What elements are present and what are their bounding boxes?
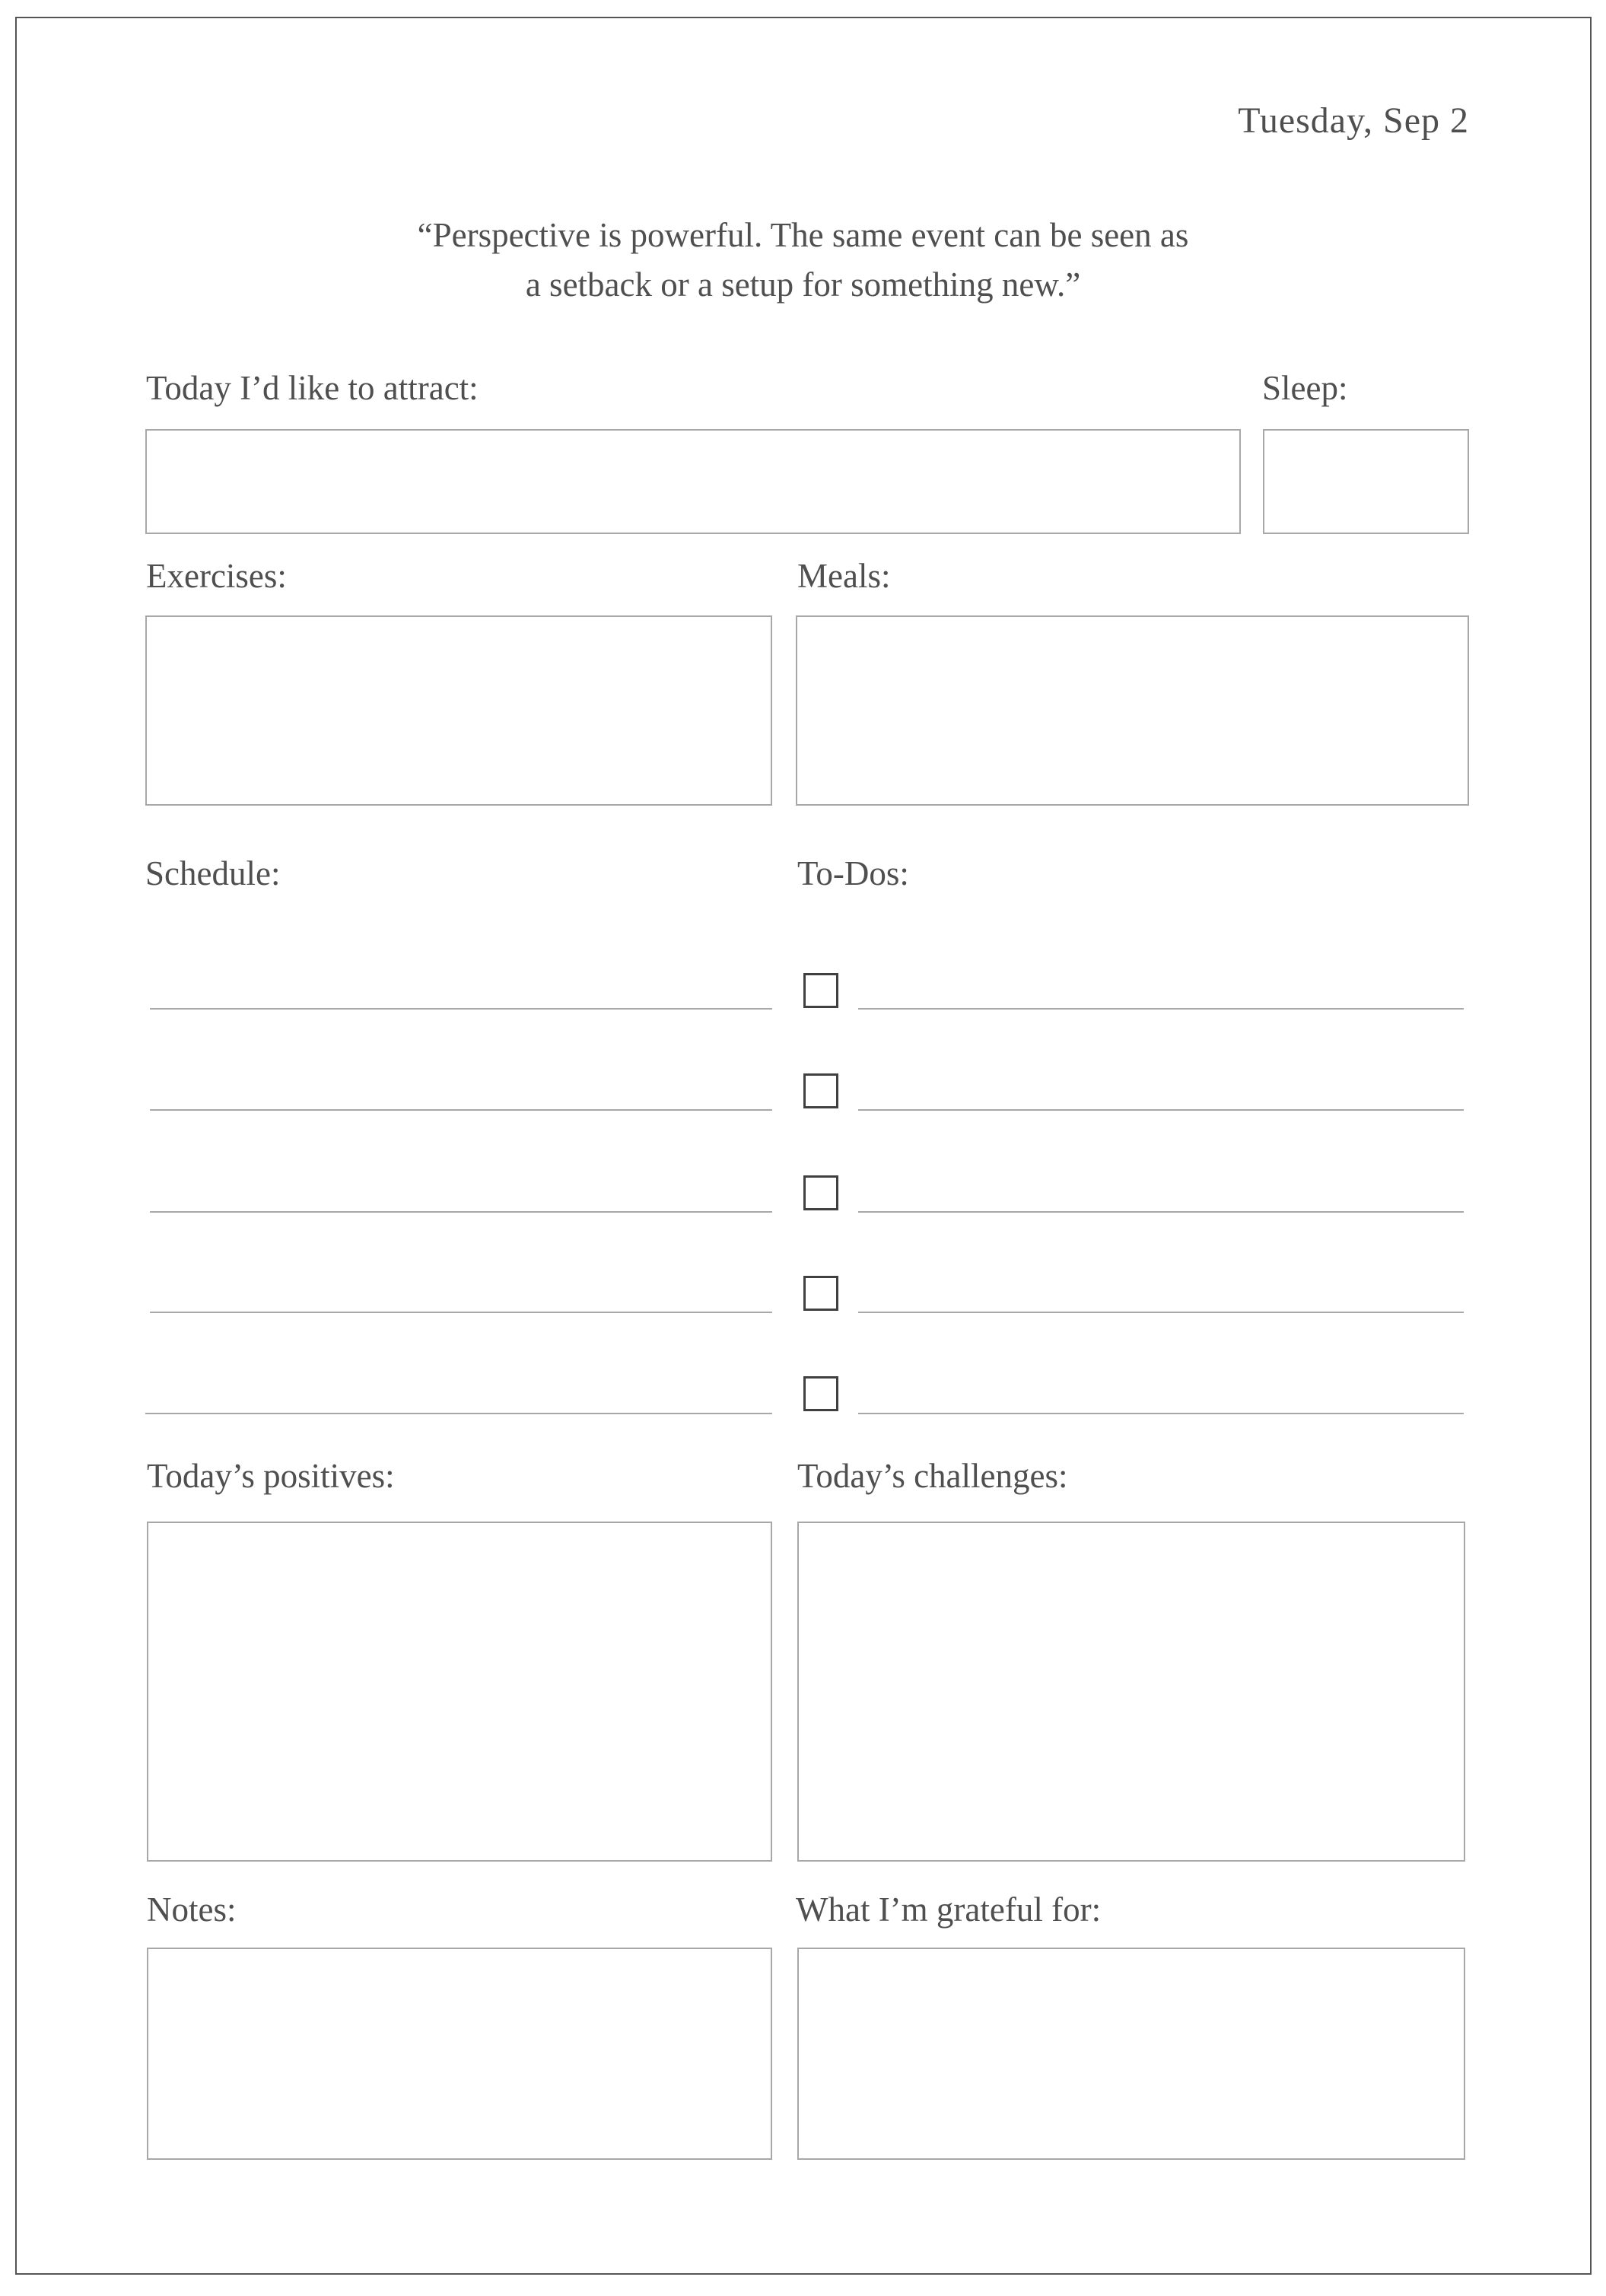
notes-field[interactable] [147, 1948, 772, 2160]
schedule-label: Schedule: [145, 854, 281, 892]
quote-line-1: “Perspective is powerful. The same event can be seen as [417, 216, 1189, 254]
page-border [15, 17, 1592, 2275]
exercises-label: Exercises: [146, 557, 287, 595]
todos-label: To-Dos: [797, 854, 909, 892]
schedule-line[interactable] [150, 1312, 772, 1313]
sleep-label: Sleep: [1262, 369, 1348, 407]
grateful-label: What I’m grateful for: [796, 1891, 1102, 1929]
attract-field[interactable] [145, 429, 1241, 534]
schedule-line[interactable] [150, 1008, 772, 1010]
challenges-field[interactable] [797, 1522, 1465, 1862]
todo-line[interactable] [858, 1413, 1464, 1414]
meals-field[interactable] [796, 615, 1469, 806]
positives-field[interactable] [147, 1522, 772, 1862]
sleep-field[interactable] [1263, 429, 1469, 534]
exercises-field[interactable] [145, 615, 772, 806]
daily-quote [0, 211, 1606, 310]
todo-line[interactable] [858, 1109, 1464, 1111]
schedule-line[interactable] [145, 1413, 772, 1414]
todo-line[interactable] [858, 1312, 1464, 1313]
page-date: Tuesday, Sep 2 [1238, 100, 1469, 141]
schedule-line[interactable] [150, 1211, 772, 1213]
challenges-label: Today’s challenges: [797, 1457, 1068, 1495]
notes-label: Notes: [147, 1891, 237, 1929]
quote-line-2: a setback or a setup for something new.” [525, 266, 1081, 304]
attract-label: Today I’d like to attract: [146, 369, 479, 407]
todo-checkbox[interactable] [803, 1175, 838, 1210]
todo-line[interactable] [858, 1008, 1464, 1010]
todo-checkbox[interactable] [803, 1073, 838, 1108]
positives-label: Today’s positives: [147, 1457, 395, 1495]
todo-checkbox[interactable] [803, 973, 838, 1008]
schedule-line[interactable] [150, 1109, 772, 1111]
meals-label: Meals: [797, 557, 891, 595]
todo-checkbox[interactable] [803, 1276, 838, 1311]
grateful-field[interactable] [797, 1948, 1465, 2160]
todo-line[interactable] [858, 1211, 1464, 1213]
todo-checkbox[interactable] [803, 1376, 838, 1411]
